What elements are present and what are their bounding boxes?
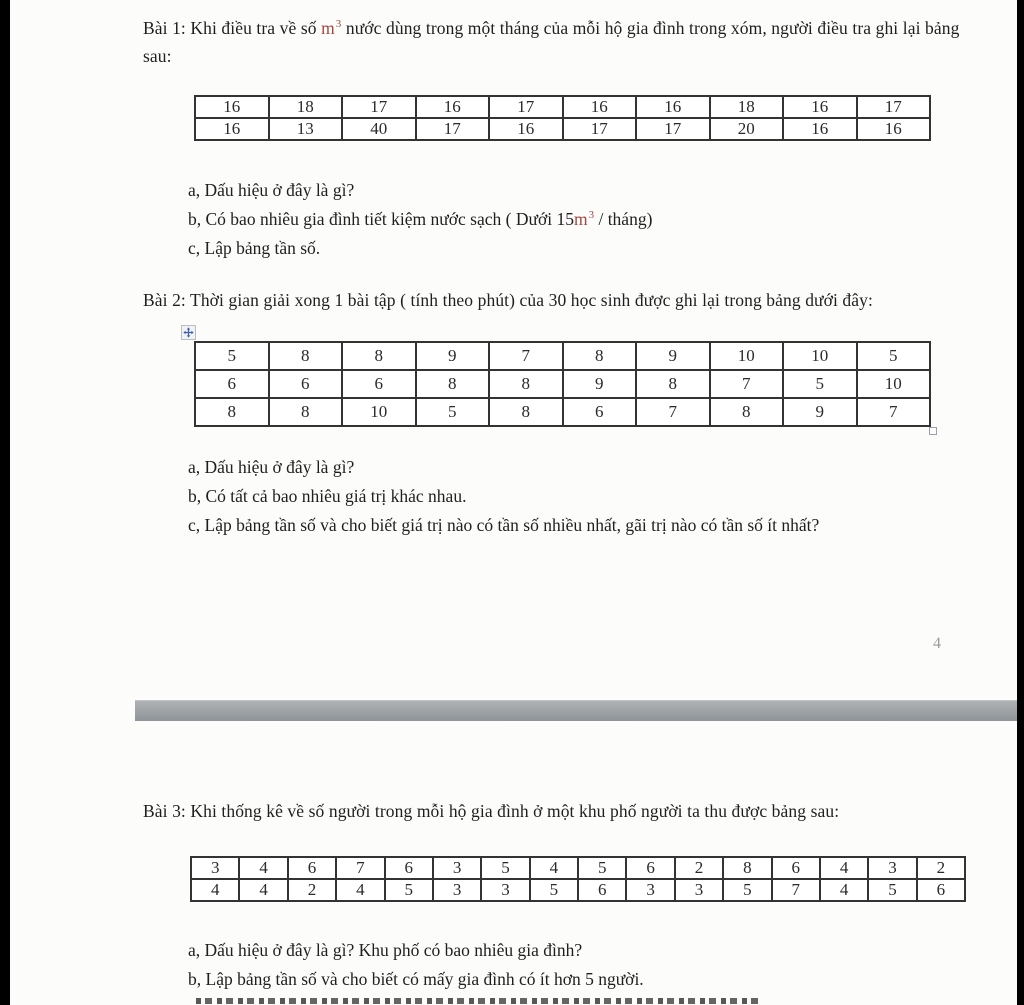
table-cell: 17	[342, 96, 416, 118]
table-cell: 9	[416, 342, 490, 370]
problem3-title: Bài 3: Khi thống kê về số người trong mỗi hộ gia đình ở một khu phố người ta thu được bảng sau:	[143, 801, 840, 821]
table-cell: 3	[433, 879, 481, 901]
table-cell: 3	[675, 879, 723, 901]
problem1-title-prefix: Bài 1: Khi điều tra về số	[143, 18, 322, 38]
table-cell: 5	[416, 398, 490, 426]
problem2-question-a: a, Dấu hiệu ở đây là gì?	[188, 457, 355, 477]
problem1-question-b-prefix: b, Có bao nhiêu gia đình tiết kiệm nước sạch ( Dưới 15	[188, 209, 574, 229]
table-cell: 8	[489, 398, 563, 426]
table-cell: 18	[269, 96, 343, 118]
table-cell: 6	[578, 879, 626, 901]
table-cell: 5	[578, 857, 626, 879]
table-cell: 8	[269, 398, 343, 426]
table-cell: 5	[868, 879, 916, 901]
problem1-question-b-unit: m	[573, 209, 588, 229]
table-cell: 2	[917, 857, 965, 879]
table-cell: 8	[269, 342, 343, 370]
problem1-title	[143, 14, 991, 70]
page-number: 4	[933, 635, 941, 652]
problem1-title-suffix: nước dùng trong một tháng của mỗi hộ gia đình trong xóm, người điều tra ghi lại bảng sau:	[143, 18, 960, 66]
problem1-questions	[188, 176, 652, 263]
table-cell: 4	[239, 879, 287, 901]
table-cell: 16	[857, 118, 931, 140]
table-move-icon	[183, 327, 194, 338]
table-cell: 3	[868, 857, 916, 879]
table-cell: 7	[857, 398, 931, 426]
table-cell: 6	[563, 398, 637, 426]
table-cell: 2	[675, 857, 723, 879]
table-cell: 5	[530, 879, 578, 901]
table-cell: 16	[783, 96, 857, 118]
problem2-title: Bài 2: Thời gian giải xong 1 bài tập ( tính theo phút) của 30 học sinh được ghi lại trong bảng dưới đây:	[143, 290, 873, 310]
right-black-bar	[1017, 0, 1024, 1005]
table-row	[195, 398, 930, 426]
problem3-question-b: b, Lập bảng tần số và cho biết có mấy gia đình có ít hơn 5 người.	[188, 969, 644, 989]
table-resize-handle[interactable]	[929, 427, 937, 435]
table-cell: 10	[710, 342, 784, 370]
table-cell: 7	[636, 398, 710, 426]
table-row	[195, 118, 930, 140]
table-cell: 9	[636, 342, 710, 370]
page-break-divider	[135, 700, 1017, 721]
problem2-questions	[188, 453, 819, 540]
table-cell: 10	[857, 370, 931, 398]
table-cell: 4	[191, 879, 239, 901]
table-cell: 10	[783, 342, 857, 370]
table-row	[191, 857, 965, 879]
table-cell: 5	[195, 342, 269, 370]
table-cell: 16	[563, 96, 637, 118]
clipped-text-line	[196, 998, 761, 1004]
table-cell: 4	[820, 857, 868, 879]
table-cell: 6	[626, 857, 674, 879]
table-cell: 17	[416, 118, 490, 140]
table-cell: 6	[195, 370, 269, 398]
table-cell: 16	[195, 118, 269, 140]
table-cell: 8	[489, 370, 563, 398]
table-cell: 20	[710, 118, 784, 140]
table-cell: 9	[783, 398, 857, 426]
table-cell: 4	[530, 857, 578, 879]
table-cell: 6	[385, 857, 433, 879]
problem3-questions	[188, 936, 644, 994]
table-cell: 4	[336, 879, 384, 901]
table-cell: 13	[269, 118, 343, 140]
table-cell: 16	[783, 118, 857, 140]
table-cell: 7	[710, 370, 784, 398]
left-black-bar	[0, 0, 10, 1005]
table-cell: 17	[636, 118, 710, 140]
problem1-question-c: c, Lập bảng tần số.	[188, 238, 321, 258]
table-cell: 9	[563, 370, 637, 398]
table-cell: 10	[342, 398, 416, 426]
table-cell: 7	[336, 857, 384, 879]
table-cell: 7	[772, 879, 820, 901]
table-cell: 5	[481, 857, 529, 879]
table-cell: 17	[563, 118, 637, 140]
table-cell: 6	[917, 879, 965, 901]
table-row	[195, 96, 930, 118]
problem1-question-b-sup: 3	[588, 209, 595, 222]
table-cell: 8	[723, 857, 771, 879]
table-row	[195, 370, 930, 398]
problem2-question-b: b, Có tất cả bao nhiêu giá trị khác nhau.	[188, 486, 467, 506]
problem1-data-table	[194, 95, 931, 141]
table-cell: 17	[489, 96, 563, 118]
problem1-question-a: a, Dấu hiệu ở đây là gì?	[188, 180, 355, 200]
table-cell: 5	[723, 879, 771, 901]
problem3-question-a: a, Dấu hiệu ở đây là gì? Khu phố có bao nhiêu gia đình?	[188, 940, 583, 960]
table-cell: 3	[433, 857, 481, 879]
table-cell: 3	[191, 857, 239, 879]
table-cell: 16	[195, 96, 269, 118]
table-cell: 7	[489, 342, 563, 370]
problem2-question-c: c, Lập bảng tần số và cho biết giá trị nào có tần số nhiều nhất, gãi trị nào có tần số ít nhất?	[188, 515, 820, 535]
table-cell: 6	[772, 857, 820, 879]
table-cell: 8	[342, 342, 416, 370]
table-cell: 16	[489, 118, 563, 140]
problem2-data-table	[194, 341, 931, 427]
table-cell: 5	[783, 370, 857, 398]
table-cell: 8	[416, 370, 490, 398]
table-row	[191, 879, 965, 901]
table-cell: 4	[239, 857, 287, 879]
problem1-question-b-suffix: / tháng)	[594, 209, 653, 229]
table-cell: 40	[342, 118, 416, 140]
table-cell: 5	[857, 342, 931, 370]
table-cell: 4	[820, 879, 868, 901]
table-cell: 6	[269, 370, 343, 398]
table-cell: 17	[857, 96, 931, 118]
table-cell: 8	[710, 398, 784, 426]
table-row	[195, 342, 930, 370]
problem1-question-b	[188, 205, 652, 234]
table-cell: 6	[342, 370, 416, 398]
table-cell: 18	[710, 96, 784, 118]
table-move-handle[interactable]	[181, 325, 196, 340]
table-cell: 8	[195, 398, 269, 426]
table-cell: 3	[626, 879, 674, 901]
problem1-unit-sup: 3	[335, 18, 342, 31]
table-cell: 8	[636, 370, 710, 398]
table-cell: 6	[288, 857, 336, 879]
table-cell: 5	[385, 879, 433, 901]
table-cell: 8	[563, 342, 637, 370]
table-cell: 2	[288, 879, 336, 901]
problem3-data-table	[190, 856, 966, 902]
table-cell: 3	[481, 879, 529, 901]
table-cell: 16	[416, 96, 490, 118]
table-cell: 16	[636, 96, 710, 118]
problem1-unit-m: m	[321, 18, 335, 38]
